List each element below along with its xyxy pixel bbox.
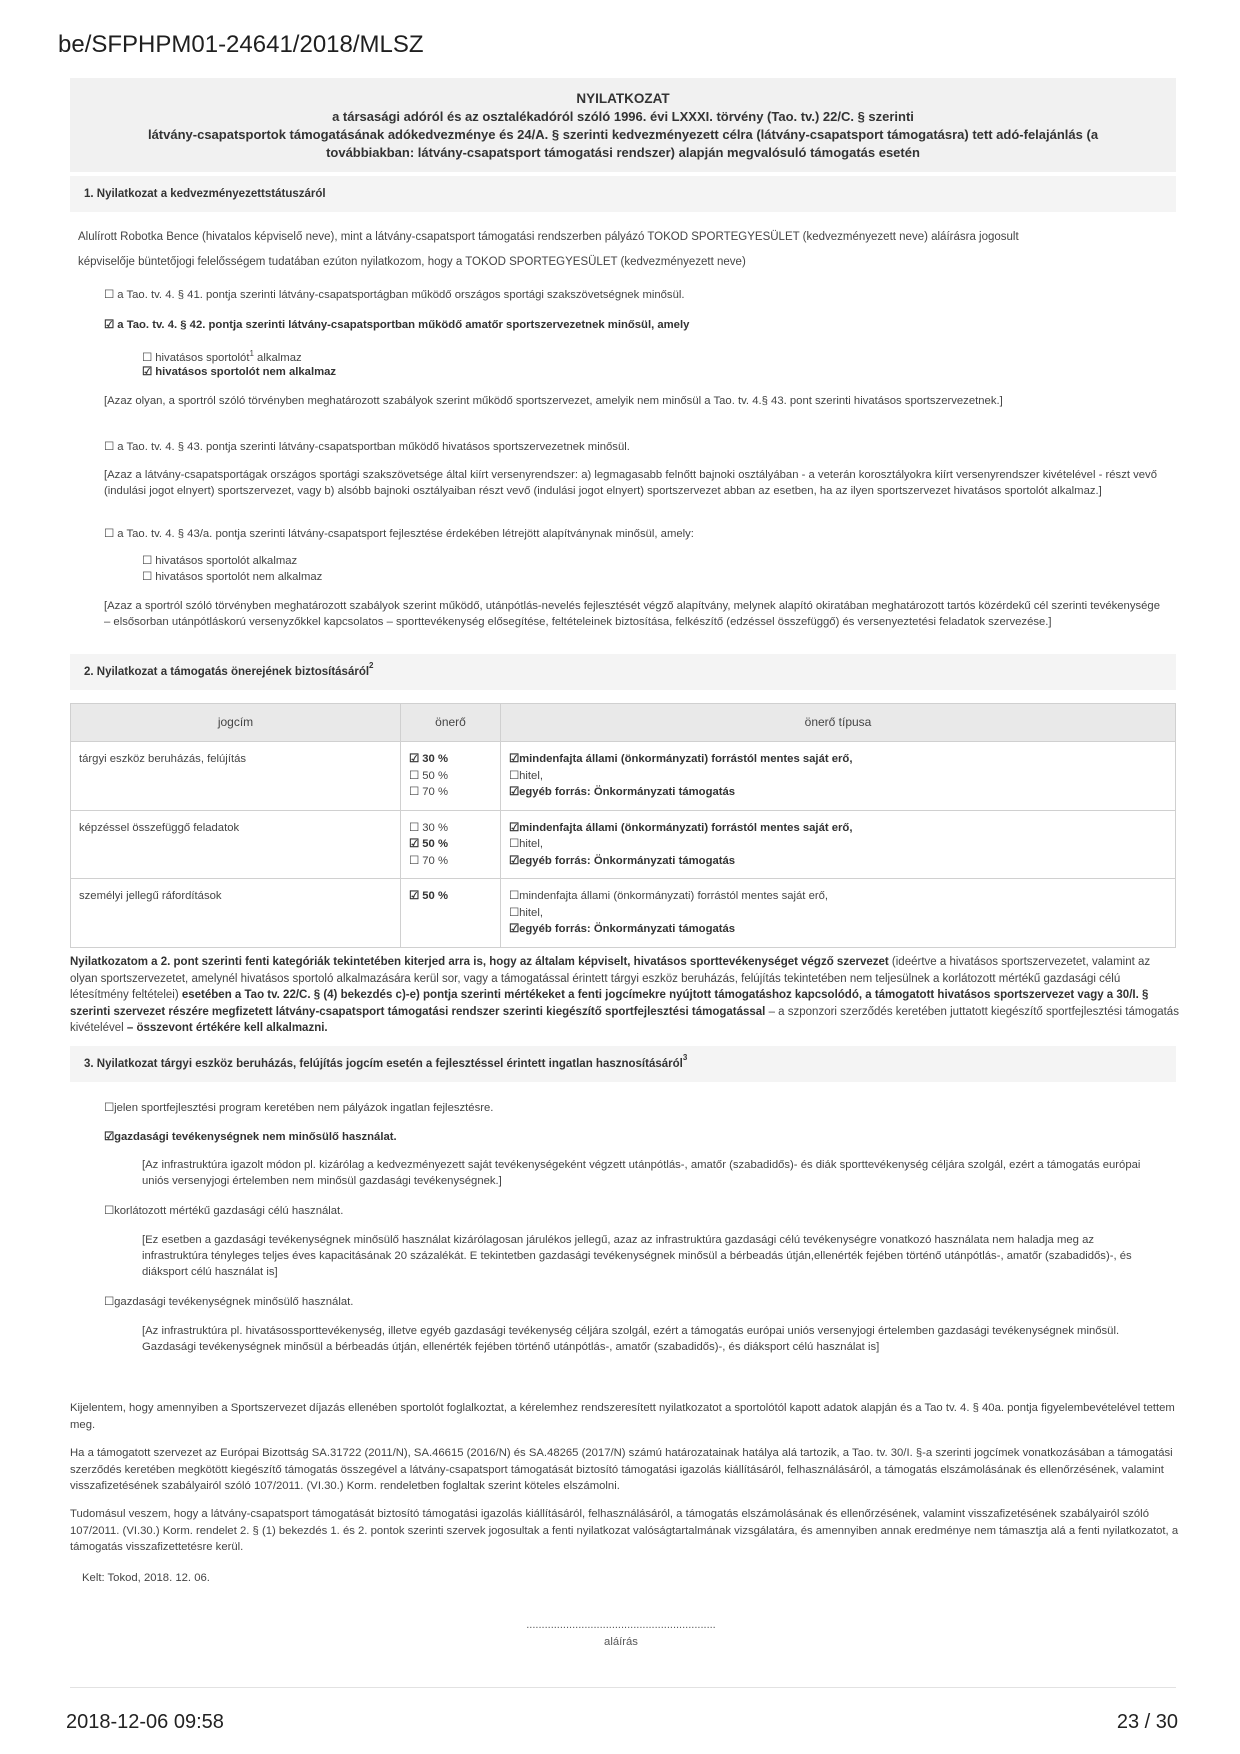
onero-option[interactable]: ☑ 30 % [409,753,449,765]
cell-onero-tipusa [501,879,1176,948]
footnote-1-marker: 1 [249,349,254,358]
tipus-option[interactable]: ☑egyéb forrás: Önkormányzati támogatás [509,854,736,867]
section-1-title-text: 1. Nyilatkozat a kedvezményezettstátuszáról [84,188,326,200]
closing-paragraph-1: Kijelentem, hogy amennyiben a Sportszervezet díjazás ellenében sportolót foglalkoztat, a kérelemhez rendszeresített nyilatkozatot a sportolótól kapott adatok alapján és a Tao tv. 4. § 40a. pontja figyelembevételével tettem meg. [70,1402,1175,1431]
tipus-option[interactable]: ☑egyéb forrás: Önkormányzati támogatás [509,786,736,798]
declaration-subtitle-2: látvány-csapatsportok támogatásának adókedvezménye és 24/A. § szerinti kedvezményezett célra (látvány-csapatsport támogatásra) tett adó-felajánlás (a [147,127,1099,142]
cell-onero-tipusa [501,810,1176,879]
option-non-economic-use[interactable]: ☑gazdasági tevékenységnek nem minősülő használat. [104,1131,397,1143]
tipus-option[interactable]: ☑mindenfajta állami (önkormányzati) forrástól mentes saját erő, [509,821,853,834]
footnote-3-marker: 3 [682,1053,688,1063]
option-tao-41[interactable]: ☐ a Tao. tv. 4. § 41. pontja szerinti látvány-csapatsportágban működő országos sportági szakszövetségnek minősül. [104,289,685,301]
onero-option[interactable]: ☑ 50 % [409,838,449,850]
note-42: [Azaz olyan, a sportról szóló törvényben meghatározott szabályok szerint működő sportszervezet, amelyik nem minősül a Tao. tv. 4.§ 43. pont szerinti hivatásos sportszervezetnek.] [104,395,1003,407]
footer-page-number: 23 / 30 [1116,1711,1178,1733]
section-1-title [70,176,1176,212]
column-header-jogcim: jogcím [71,704,401,742]
option-tao-43[interactable]: ☐ a Tao. tv. 4. § 43. pontja szerinti látvány-csapatsportban működő hivatásos sportszervezetnek minősül. [104,441,630,453]
document-id: be/SFPHPM01-24641/2018/MLSZ [58,31,424,58]
cell-onero [401,810,501,879]
option-43a-employs-pro[interactable]: ☐ hivatásos sportolót alkalmaz [142,555,298,567]
tipus-option[interactable]: ☐hitel, [509,769,543,782]
cell-onero [401,742,501,811]
declaration-header [70,78,1176,172]
signature-label: aláírás [604,1636,638,1648]
onero-option[interactable]: ☑ 50 % [409,890,449,902]
option-42-employs-pro-suffix: alkalmaz [253,351,302,364]
intro-line-2: képviselője büntetőjogi felelősségem tudatában ezúton nyilatkozom, hogy a TOKOD SPORTEGYESÜLET (kedvezményezett neve) [78,256,746,268]
summary-part-5: – összevont értékére kell alkalmazni. [126,1022,328,1034]
summary-part-4: – a szponzori szerződés keretében juttatott kiegészítő sportfejlesztési támogatás kivételével [70,1005,1179,1034]
closing-paragraph-2: Ha a támogatott szervezet az Európai Bizottság SA.31722 (2011/N), SA.46615 (2016/N) és SA.48265 (2017/N) számú határozatainak hatálya alá tartozik, a Tao. tv. 30/I. §-a szerinti jogcímek vonatkozásában a támogatási szerződés keretében megkötött kiegészítő támogatás összegével a látvány-csapatsport támogatását biztosító támogatási igazolás kiállításáról, felhasználásáról, a támogatás elszámolásának és ellenőrzésének, valamint visszafizetésének szabályairól szóló 107/2011. (VI.30.) Korm. rendeletben foglaltak szerint köteles elszámolni. [70,1447,1173,1492]
table-row [71,810,1176,879]
footnote-2-marker: 2 [369,661,374,671]
note-43a: [Azaz a sportról szóló törvényben meghatározott szabályok szerint működő, utánpótlás-nevelés fejlesztését végző alapítvány, melynek alapító okiratában meghatározott tartós közérdekű cél szerinti tevékenysége – elsősorban utánpótláskorú versenyzőkkel kapcsolatos – sporttevékenység elősegítése, feltételeinek biztosítása, felkészítő (edzéssel összefüggő) és versenyeztetési feladatok szervezése.] [104,600,1160,628]
onero-option[interactable]: ☐ 30 % [409,821,449,834]
option-42-no-pro[interactable]: ☑ hivatásos sportolót nem alkalmaz [142,366,337,378]
footer-divider [70,1687,1176,1688]
option-42-employs-pro-text: ☐ hivatásos sportolót [142,351,250,364]
column-header-onero: önerő [401,704,501,742]
own-contribution-table [70,703,1176,948]
tipus-option[interactable]: ☐mindenfajta állami (önkormányzati) forrástól mentes saját erő, [509,890,829,902]
closing-paragraph-3: Tudomásul veszem, hogy a látvány-csapatsport támogatását biztosító támogatási igazolás kiállításáról, felhasználásáról, a támogatás elszámolásának és ellenőrzésének, valamint visszafizetésének szabályairól szóló 107/2011. (VI.30.) Korm. rendelet 2. § (1) bekezdés 1. és 2. pontok szerinti szervek jogosultak a fenti nyilatkozat valóságtartalmának vizsgálatára, és amennyiben annak eredménye nem támasztja alá a fenti nyilatkozatot, a támogatás visszafizettetésre kerül. [70,1508,1179,1553]
cell-onero [401,879,501,948]
signing-place-date: Kelt: Tokod, 2018. 12. 06. [82,1572,210,1584]
cell-jogcim: képzéssel összefüggő feladatok [71,810,401,879]
note-non-economic-use: [Az infrastruktúra igazolt módon pl. kizárólag a kedvezményezett saját tevékenységeként végzett utánpótlás-, amatőr (szabadidős)- és diák sporttevékenység céljára szolgál, ezért a támogatás európai uniós versenyjogi értelemben nem minősül gazdasági tevékenységnek.] [142,1159,1141,1187]
option-limited-economic-use[interactable]: ☐korlátozott mértékű gazdasági célú használat. [104,1205,344,1217]
section-2-title [70,654,1176,690]
summary-part-3: esetében a Tao tv. 22/C. § (4) bekezdés c)-e) pontja szerinti mértékeket a fenti jogcímekre nyújtott támogatáshoz kapcsolódó, a támogatott hivatásos sportszervezet vagy a 30/I. § szerinti szervezet részére megfizetett látvány-csapatsport támogatási rendszer szerinti kiegészítő sportfejlesztési támogatással [70,989,1149,1018]
footer-timestamp: 2018-12-06 09:58 [66,1711,224,1733]
tipus-option[interactable]: ☐hitel, [509,906,543,919]
section-3-title [70,1046,1176,1082]
onero-option[interactable]: ☐ 50 % [409,769,449,782]
declaration-subtitle-1: a társasági adóról és az osztalékadóról szóló 1996. évi LXXXI. törvény (Tao. tv.) 22/C. § szerinti [332,109,914,124]
table-header-row [71,704,1176,742]
option-economic-use[interactable]: ☐gazdasági tevékenységnek minősülő használat. [104,1296,354,1308]
note-economic-use: [Az infrastruktúra pl. hivatásossporttevékenység, illetve egyéb gazdasági tevékenység céljára szolgál, ezért a támogatás európai uniós versenyjogi értelemben gazdasági tevékenységnek minősül. Gazdasági tevékenységnek minősül a bérbeadás útján, ellenérték fejében történő utánpótlás-, amatőr (szabadidős)-, és diáksport célú használat is] [142,1325,1120,1353]
tipus-option[interactable]: ☑mindenfajta állami (önkormányzati) forrástól mentes saját erő, [509,753,853,765]
onero-option[interactable]: ☐ 70 % [409,854,449,867]
cell-jogcim: személyi jellegű ráfordítások [71,879,401,948]
onero-option[interactable]: ☐ 70 % [409,786,449,798]
summary-part-2: (ideértve a hivatásos sportszervezetet, valamint az olyan sportszervezetet, amelynél hivatásos sportoló alkalmazására kerül sor, vagy a támogatással érintett tárgyi eszköz beruházás, felújítás tekintetében nem teljesülnek a korlátozott mértékű gazdasági célú létesítmény feltételei) [70,956,1151,1001]
cell-onero-tipusa [501,742,1176,811]
column-header-onero-tipusa: önerő típusa [501,704,1176,742]
tipus-option[interactable]: ☑egyéb forrás: Önkormányzati támogatás [509,923,736,935]
tipus-option[interactable]: ☐hitel, [509,838,543,850]
section-2-summary [70,954,1180,1037]
section-3-title-text: 3. Nyilatkozat tárgyi eszköz beruházás, felújítás jogcím esetén a fejlesztéssel érintett ingatlan hasznosításáról [84,1058,683,1070]
table-row [71,879,1176,948]
declaration-subtitle-3: továbbiakban: látvány-csapatsport támogatási rendszer) alapján megvalósuló támogatás esetén [326,145,920,160]
note-limited-economic-use: [Ez esetben a gazdasági tevékenységnek minősülő használat kizárólagosan járulékos jellegű, azaz az infrastruktúra gazdasági célú tevékenységre vonatkozó használata nem haladja meg az infrastruktúra tényleges teljes éves kapacitásának 20 százalékát. E tekintetben gazdasági tevékenységnek minősül a bérbeadás útján,ellenérték fejében történő utánpótlás-, amatőr (szabadidős)-, és diáksport célú használat is] [142,1234,1132,1278]
cell-jogcim: tárgyi eszköz beruházás, felújítás [71,742,401,811]
declaration-title: NYILATKOZAT [576,91,670,106]
option-no-real-estate[interactable]: ☐jelen sportfejlesztési program keretében nem pályázok ingatlan fejlesztésre. [104,1102,494,1114]
table-row [71,742,1176,811]
option-tao-42[interactable]: ☑ a Tao. tv. 4. § 42. pontja szerinti látvány-csapatsportban működő amatőr sportszervezetnek minősül, amely [104,319,690,331]
signature-line: .............................................................. [526,1619,716,1631]
section-2-title-text: 2. Nyilatkozat a támogatás önerejének biztosításáról [84,666,370,678]
option-43a-no-pro[interactable]: ☐ hivatásos sportolót nem alkalmaz [142,571,323,583]
summary-part-1: Nyilatkozatom a 2. pont szerinti fenti kategóriák tekintetében kiterjed arra is, hogy az általam képviselt, hivatásos sporttevékenységet végző szervezet [70,956,889,968]
option-tao-43a[interactable]: ☐ a Tao. tv. 4. § 43/a. pontja szerinti látvány-csapatsport fejlesztése érdekében létrejött alapítványnak minősül, amely: [104,528,694,540]
intro-line-1: Alulírott Robotka Bence (hivatalos képviselő neve), mint a látvány-csapatsport támogatási rendszerben pályázó TOKOD SPORTEGYESÜLET (kedvezményezett neve) aláírásra jogosult [78,231,1019,243]
note-43: [Azaz a látvány-csapatsportágak országos sportági szakszövetsége által kiírt versenyrendszer: a) legmagasabb felnőtt bajnoki osztályában - a veterán korosztályokra kiírt versenyrendszer kivételével - részt vevő (indulási jogot elnyert) sportszervezet, vagy b) alsóbb bajnoki osztályaiban részt vevő (indulási jogot elnyert) sportszervezet abban az esetben, ha az ilyen sportszervezet hivatásos sportolót alkalmaz.] [104,469,1157,497]
